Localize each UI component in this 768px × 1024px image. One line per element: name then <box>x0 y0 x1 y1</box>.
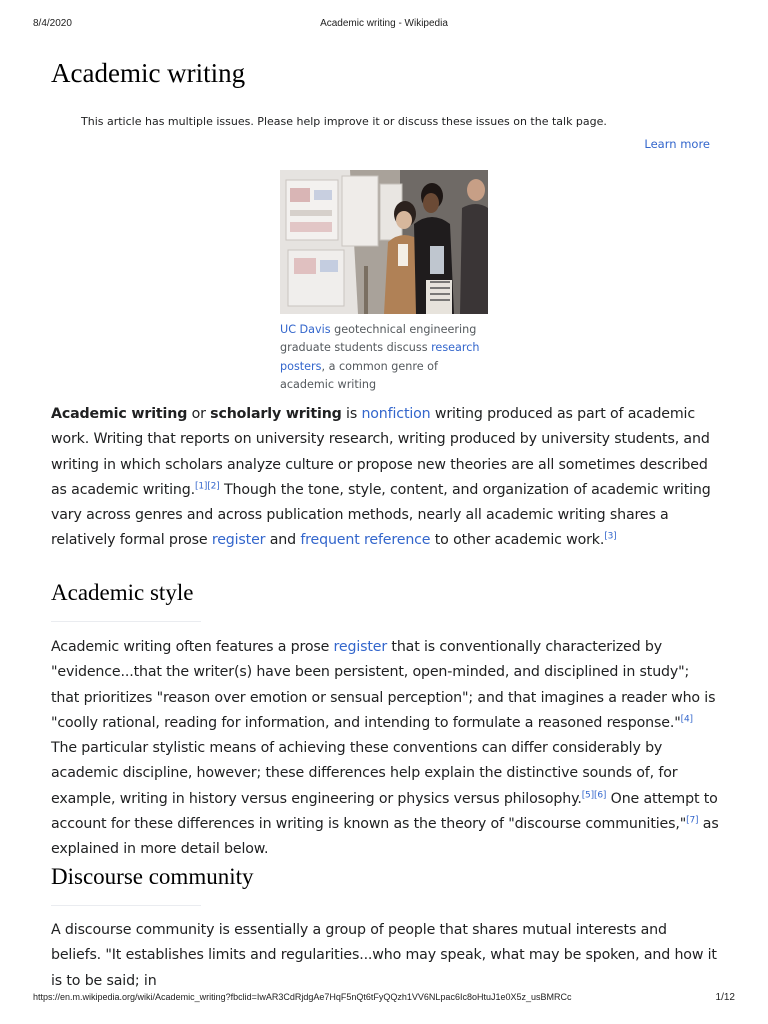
caption-link-uc-davis[interactable]: UC Davis <box>280 323 331 336</box>
print-url: https://en.m.wikipedia.org/wiki/Academic_writing?fbclid=IwAR3CdRjdgAe7HqF5nQt6tFyQQzh1VV6NLpac6Ic8oHtuJ1e0X5z_usBMRCc <box>33 992 572 1002</box>
lead-photo[interactable] <box>280 170 488 314</box>
link-frequent-reference[interactable]: frequent reference <box>300 532 431 549</box>
academic-style-paragraph: Academic writing often features a prose register that is conventionally characterized by "evidence...that the writer(s) have been persistent, open-minded, and disciplined in study"; that prioritizes "reason over emotion or sensual perception"; and that imagines a reader who is "coolly rational, reading for information, and intending to formulate a reasoned response."[4] The particular stylistic means of achieving these conventions can differ considerably by academic discipline, however; these differences help explain the distinctive sounds of, for example, writing in history versus engineering or physics versus philosophy.[5][6] One attempt to account for these differences in writing is known as the theory of "discourse communities,"[7] as explained in more detail below. <box>51 639 719 858</box>
print-doc-title: Academic writing - Wikipedia <box>320 18 448 29</box>
ref-7[interactable]: [7] <box>686 815 699 826</box>
section-divider <box>51 621 201 622</box>
bold-term: Academic writing <box>51 406 188 422</box>
figure-caption <box>280 321 480 394</box>
link-register[interactable]: register <box>333 639 388 655</box>
ref-5[interactable]: [5] <box>581 790 594 801</box>
link-nonfiction[interactable]: nonfiction <box>361 406 431 422</box>
print-footer <box>0 992 768 1006</box>
lead-paragraph: Academic writing or scholarly writing is nonfiction writing produced as part of academic work. Writing that reports on university research, writing produced by university students, and writing in which scholars analyze culture or propose new theories are all sometimes described as academic writing.[1][2] Though the tone, style, content, and organization of academic writing vary across genres and across publication methods, nearly all academic writing shares a relatively formal prose register and frequent reference to other academic work.[3] <box>51 406 711 549</box>
page-count: 1/12 <box>715 992 735 1003</box>
caption-link-research-posters[interactable]: research posters <box>280 341 480 373</box>
ref-4[interactable]: [4] <box>680 714 693 725</box>
print-date: 8/4/2020 <box>33 18 72 29</box>
section-heading-academic-style[interactable]: Academic style <box>51 580 194 605</box>
discourse-community-paragraph: A discourse community is essentially a group of people that shares mutual interests and beliefs. "It establishes limits and regularities...who may speak, what may be spoken, and how it is to be said; in <box>51 922 717 989</box>
link-register[interactable]: register <box>211 532 266 549</box>
print-header <box>0 18 768 32</box>
issues-notice: This article has multiple issues. Please help improve it or discuss these issues on the talk page. <box>81 115 607 128</box>
caption-text: , a common genre of academic writing <box>280 359 438 391</box>
bold-term: scholarly writing <box>210 406 342 422</box>
ref-1[interactable]: [1] <box>194 481 208 492</box>
page-title: Academic writing <box>51 58 246 88</box>
section-divider <box>51 905 201 906</box>
caption-text: geotechnical engineering graduate students discuss <box>280 323 477 355</box>
ref-2[interactable]: [2] <box>207 481 220 492</box>
ref-3[interactable]: [3] <box>604 531 617 542</box>
lead-figure <box>280 170 488 394</box>
ref-6[interactable]: [6] <box>594 790 607 801</box>
section-heading-discourse-community[interactable]: Discourse community <box>51 864 254 889</box>
learn-more-link[interactable]: Learn more <box>644 137 710 151</box>
